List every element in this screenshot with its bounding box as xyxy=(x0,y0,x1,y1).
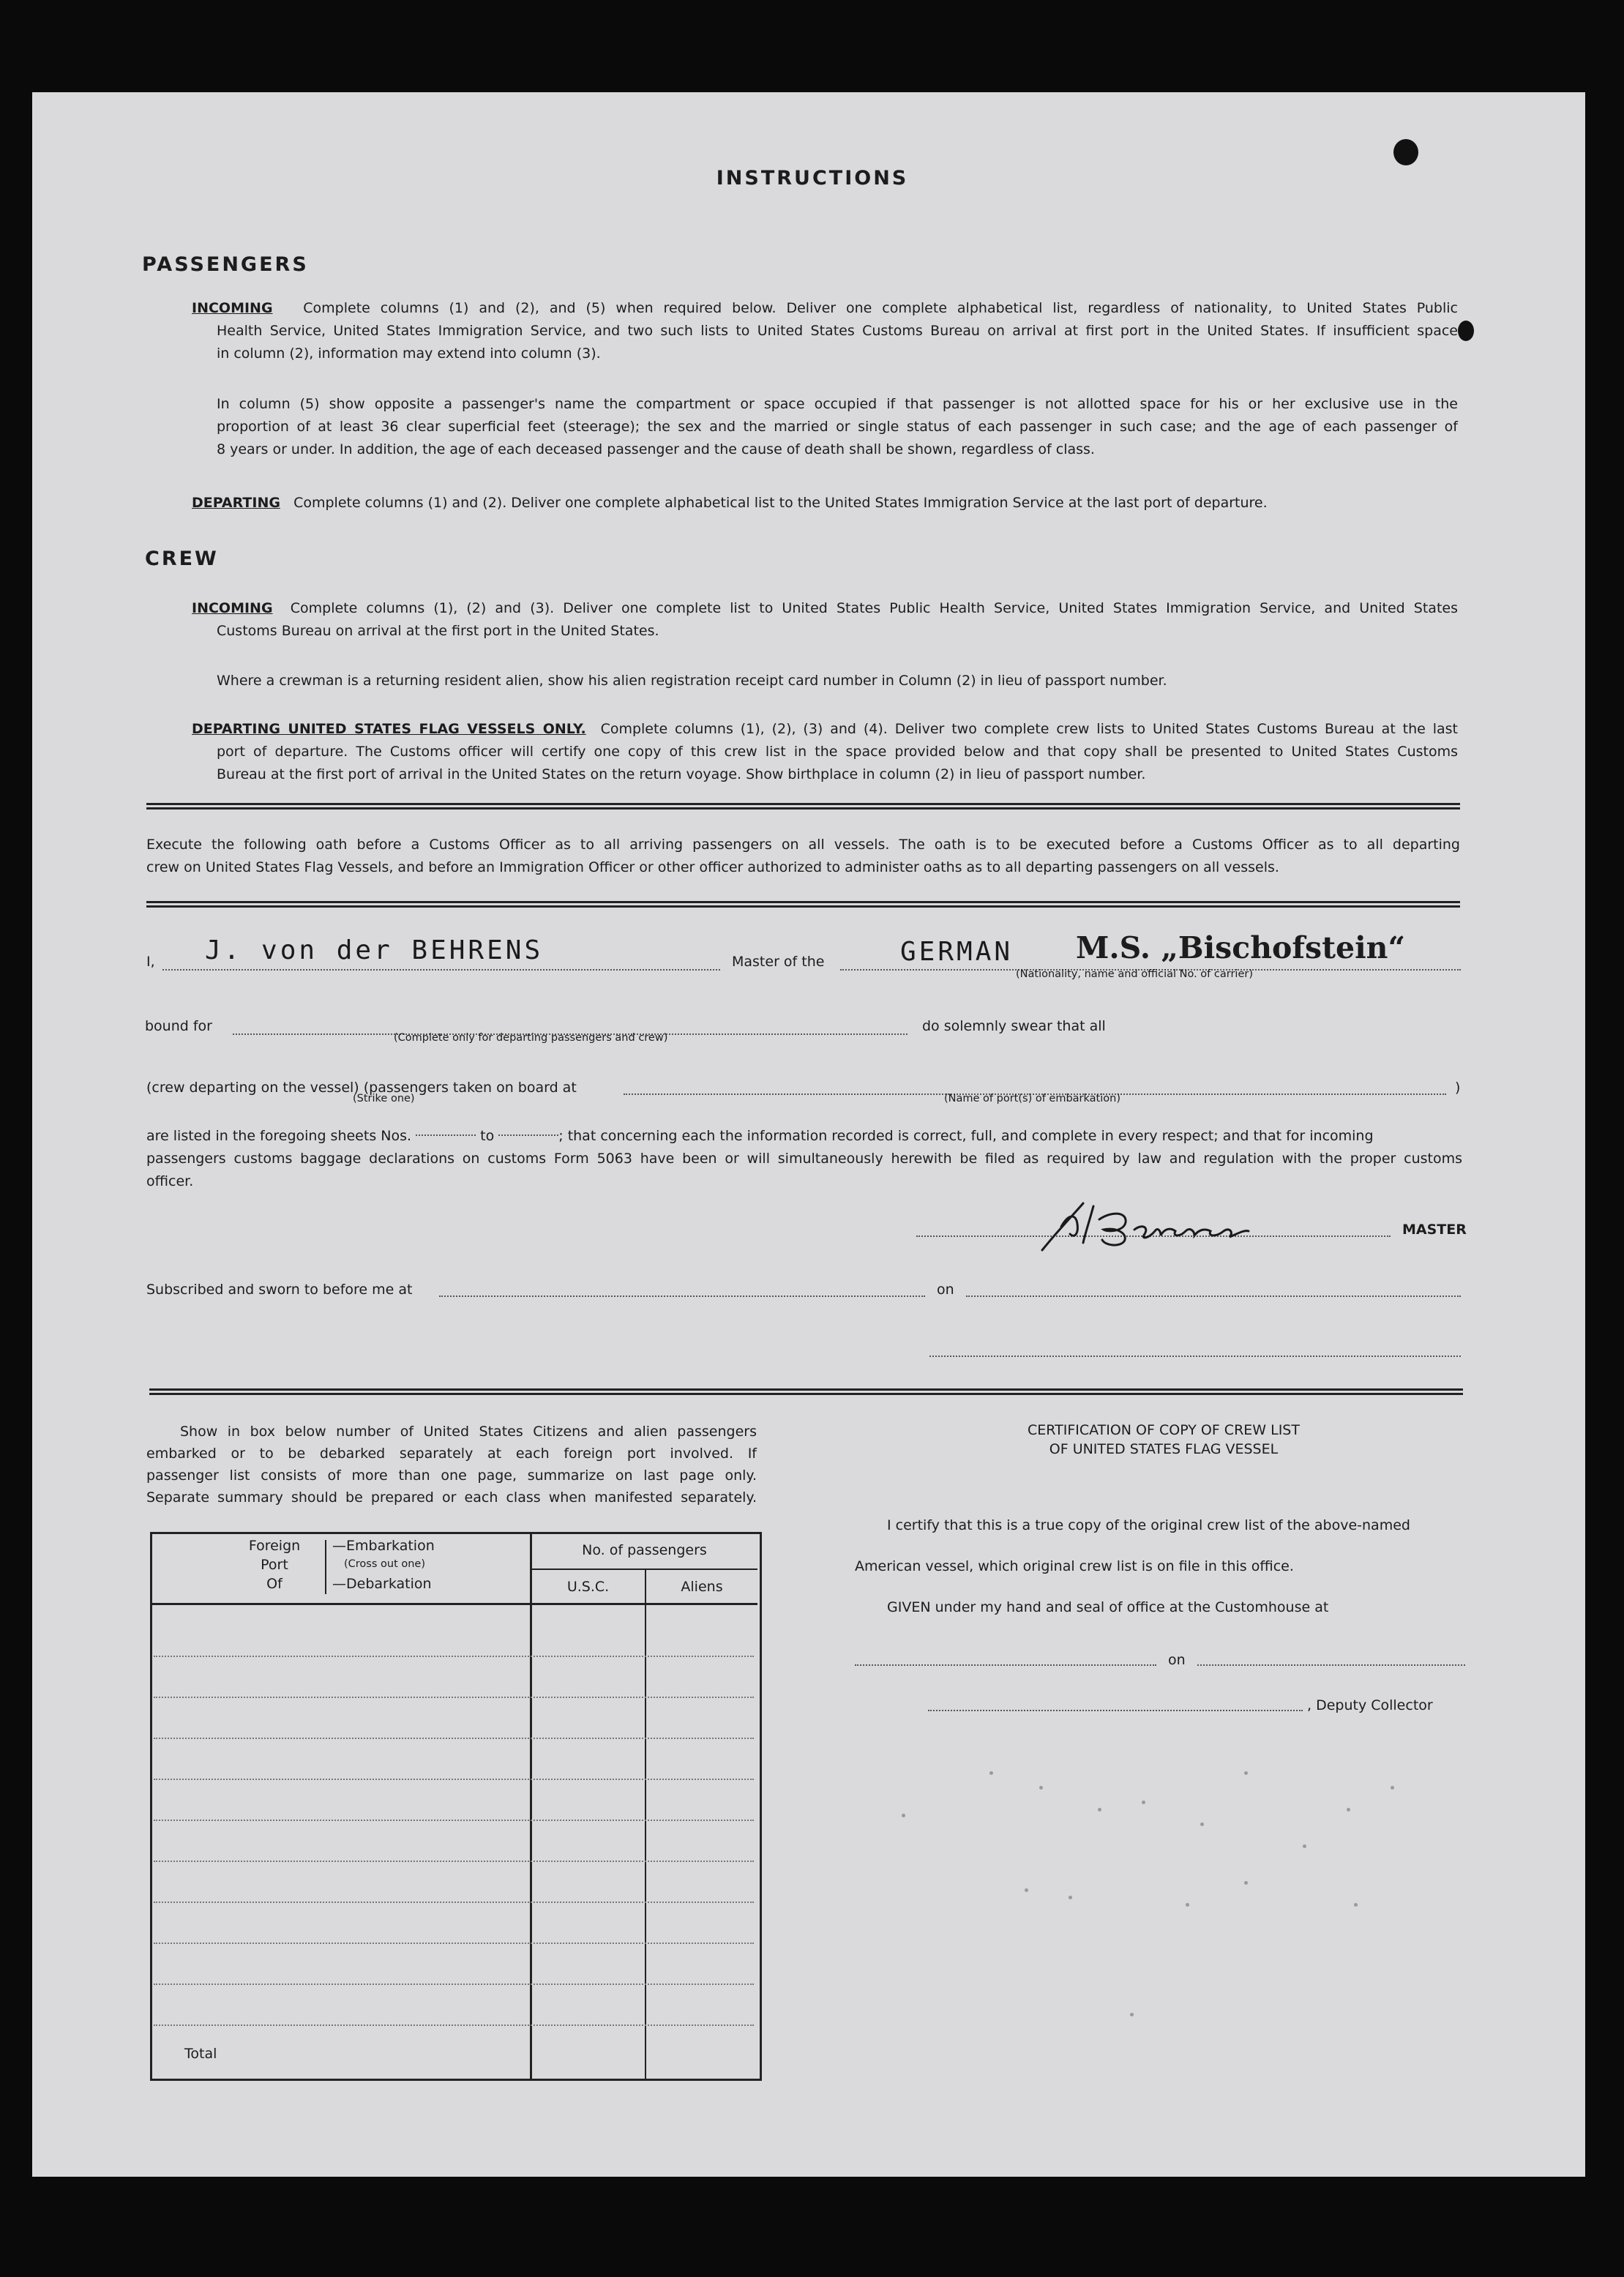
seal-impression xyxy=(1039,1786,1043,1790)
summary-line1: Show in box below number of United States Citizens and alien passengers xyxy=(180,1424,757,1440)
master-label: MASTER xyxy=(1402,1222,1467,1238)
summary-line2: embarked or to be debarked separately at each foreign port involved. If xyxy=(146,1446,757,1462)
col-port: Port xyxy=(261,1557,288,1573)
table-row-line xyxy=(154,1943,754,1944)
table-header-bottom xyxy=(150,1603,757,1605)
seal-impression xyxy=(902,1814,905,1817)
master-name-value[interactable]: J. von der BEHRENS xyxy=(205,935,544,965)
oath-i-label: I, xyxy=(146,954,155,970)
sheets-from-field[interactable] xyxy=(416,1134,476,1136)
certification-date-field[interactable] xyxy=(1197,1664,1465,1666)
passengers-incoming-label: INCOMING xyxy=(192,300,273,316)
seal-impression xyxy=(1186,1903,1189,1907)
crew-incoming-line2: Customs Bureau on arrival at the first port in the United States. xyxy=(217,623,659,639)
summary-line3: passenger list consists of more than one page, summarize on last page only. xyxy=(146,1467,757,1484)
table-divider xyxy=(530,1532,532,2079)
certify-line1: I certify that this is a true copy of the original crew list of the above-named xyxy=(887,1517,1410,1533)
subscribed-date-field[interactable] xyxy=(966,1295,1461,1297)
seal-impression xyxy=(1303,1844,1306,1848)
passengers-departing-label: DEPARTING xyxy=(192,495,280,511)
close-paren: ) xyxy=(1455,1080,1461,1096)
table-row-line xyxy=(154,1902,754,1903)
seal-impression xyxy=(1098,1808,1101,1811)
crew-departing-label: (crew departing on the vessel) (passengers taken on board at xyxy=(146,1080,577,1096)
customhouse-field[interactable] xyxy=(855,1664,1156,1666)
table-row-line xyxy=(154,1738,754,1739)
table-divider xyxy=(645,1569,646,2079)
usc-header: U.S.C. xyxy=(566,1579,610,1595)
seal-impression xyxy=(1130,2013,1134,2016)
table-row-line xyxy=(154,1984,754,1985)
col-foreign: Foreign xyxy=(248,1538,301,1554)
certification-on-label: on xyxy=(1168,1652,1186,1668)
oath-intro-line2: crew on United States Flag Vessels, and before an Immigration Officer or other officer authorized to administer oaths as to all departing passengers on all vessels. xyxy=(146,859,1279,875)
seal-impression xyxy=(1347,1808,1350,1811)
sheets-to-field[interactable] xyxy=(498,1134,558,1136)
seal-impression xyxy=(1354,1903,1358,1907)
passengers-incoming-line3: in column (2), information may extend into column (3). xyxy=(217,345,601,362)
seal-impression xyxy=(1244,1771,1248,1775)
divider xyxy=(146,803,1460,810)
seal-impression xyxy=(1391,1786,1394,1790)
divider xyxy=(146,901,1460,908)
listed-line3: officer. xyxy=(146,1173,194,1189)
passengers-departing: DEPARTING Complete columns (1) and (2). Deliver one complete alphabetical list to the United States Immigration Service at the last port of departure. xyxy=(192,495,1268,511)
seal-impression xyxy=(1200,1822,1204,1826)
table-row-line xyxy=(154,1697,754,1698)
master-signature xyxy=(1032,1197,1310,1256)
total-label: Total xyxy=(184,2046,217,2062)
bound-for-label: bound for xyxy=(145,1018,212,1034)
strike-one-caption: (Strike one) xyxy=(353,1093,415,1104)
aliens-header: Aliens xyxy=(681,1579,723,1595)
master-name-field[interactable] xyxy=(162,969,720,971)
subscribed-on-label: on xyxy=(937,1282,954,1298)
punch-hole-artifact xyxy=(1458,321,1474,341)
swear-text: do solemnly swear that all xyxy=(922,1018,1106,1034)
master-of-label: Master of the xyxy=(732,954,825,970)
crew-incoming-label: INCOMING xyxy=(192,600,273,616)
oath-intro-line1: Execute the following oath before a Customs Officer as to all arriving passengers on all vessels. The oath is to be executed before a Customs Officer as to all departing xyxy=(146,837,1460,853)
bracket-icon xyxy=(325,1540,332,1594)
crew-incoming-line1: INCOMING Complete columns (1), (2) and (3). Deliver one complete list to United States Public Health Service, United States Immigration Service, and United States xyxy=(192,600,1458,616)
carrier-caption: (Nationality, name and official No. of carrier) xyxy=(1016,968,1253,980)
table-row-line xyxy=(154,1779,754,1780)
column5-line3: 8 years or under. In addition, the age of each deceased passenger and the cause of death shall be shown, regardless of class. xyxy=(217,441,1095,457)
summary-line4: Separate summary should be prepared or each class when manifested separately. xyxy=(146,1489,757,1506)
certification-title-line1: CERTIFICATION OF COPY OF CREW LIST xyxy=(1028,1422,1300,1438)
table-row-line xyxy=(154,2024,754,2026)
crew-departing-line2: port of departure. The Customs officer will certify one copy of this crew list in the space provided below and that copy shall be presented to United States Customs xyxy=(217,744,1458,760)
page-title: INSTRUCTIONS xyxy=(716,167,909,190)
certification-title-line2: OF UNITED STATES FLAG VESSEL xyxy=(1049,1441,1279,1457)
debarkation-label: —Debarkation xyxy=(332,1576,432,1592)
bound-for-caption: (Complete only for departing passengers and crew) xyxy=(394,1032,668,1044)
crew-resident-text: Where a crewman is a returning resident alien, show his alien registration receipt card number in Column (2) in lieu of passport number. xyxy=(217,673,1167,689)
table-row-line xyxy=(154,1820,754,1821)
passengers-incoming-line1: INCOMING Complete columns (1) and (2), and (5) when required below. Deliver one complete alphabetical list, regardless of nationality, to United States Public xyxy=(192,300,1458,316)
table-divider xyxy=(530,1569,757,1570)
passengers-heading: PASSENGERS xyxy=(142,253,309,276)
column5-line2: proportion of at least 36 clear superficial feet (steerage); the sex and the married or single status of each passenger in such case; and the age of each passenger of xyxy=(217,419,1458,435)
divider xyxy=(149,1388,1463,1395)
crew-departing-label: DEPARTING UNITED STATES FLAG VESSELS ONLY. xyxy=(192,721,586,737)
listed-line1: are listed in the foregoing sheets Nos. to ; that concerning each the information recorded is correct, full, and complete in every respect; and that for incoming xyxy=(146,1128,1374,1144)
passenger-summary-table xyxy=(150,1532,762,2081)
crew-departing-line1: DEPARTING UNITED STATES FLAG VESSELS ONLY. Complete columns (1), (2), (3) and (4). Deliver two complete crew lists to United States Customs Bureau at the last xyxy=(192,721,1458,737)
certify-line2: American vessel, which original crew list is on file in this office. xyxy=(855,1558,1294,1574)
crew-departing-line3: Bureau at the first port of arrival in the United States on the return voyage. Show birthplace in column (2) in lieu of passport number. xyxy=(217,766,1146,782)
col-of: Of xyxy=(266,1576,282,1592)
column5-line1: In column (5) show opposite a passenger's name the compartment or space occupied if that passenger is not allotted space for his or her exclusive use in the xyxy=(217,396,1458,412)
seal-impression xyxy=(989,1771,993,1775)
subscribed-place-field[interactable] xyxy=(439,1295,925,1297)
table-row-line xyxy=(154,1861,754,1862)
no-passengers-header: No. of passengers xyxy=(582,1542,707,1558)
subscribed-label: Subscribed and sworn to before me at xyxy=(146,1282,413,1298)
ports-caption: (Name of port(s) of embarkation) xyxy=(944,1093,1120,1104)
deputy-collector-label: , Deputy Collector xyxy=(1307,1697,1433,1713)
seal-impression xyxy=(1244,1881,1248,1885)
seal-impression xyxy=(1069,1896,1072,1899)
seal-impression xyxy=(1025,1888,1028,1892)
listed-line2: passengers customs baggage declarations on customs Form 5063 have been or will simultaneously herewith be filed as required by law and regulation with the proper customs xyxy=(146,1151,1462,1167)
cross-out-label: (Cross out one) xyxy=(344,1558,426,1570)
passengers-incoming-line2: Health Service, United States Immigration Service, and two such lists to United States Customs Bureau on arrival at first port in the United States. If insufficient space xyxy=(217,323,1458,339)
crew-heading: CREW xyxy=(145,547,219,570)
punch-hole xyxy=(1393,139,1418,165)
given-line: GIVEN under my hand and seal of office at the Customhouse at xyxy=(887,1599,1329,1615)
officer-signature-field[interactable] xyxy=(929,1356,1461,1357)
embarkation-label: —Embarkation xyxy=(332,1538,435,1554)
seal-impression xyxy=(1142,1801,1145,1804)
vessel-name-value[interactable]: M.S. „Bischofstein“ xyxy=(1076,930,1406,965)
nationality-value[interactable]: GERMAN xyxy=(900,937,1014,967)
table-row-line xyxy=(154,1656,754,1657)
deputy-collector-field[interactable] xyxy=(928,1710,1303,1711)
